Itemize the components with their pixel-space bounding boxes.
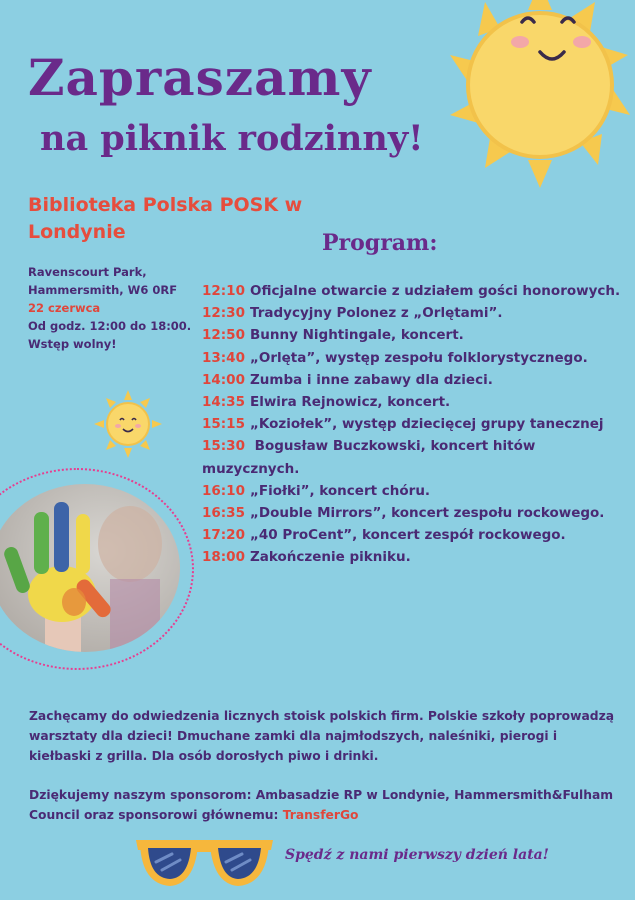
program-time: 16:35 bbox=[202, 505, 245, 522]
address-line2: Hammersmith, W6 0RF bbox=[28, 283, 178, 297]
sun-icon bbox=[430, 0, 635, 190]
program-item bbox=[202, 280, 622, 302]
event-hours: Od godz. 12:00 do 18:00. bbox=[28, 319, 192, 333]
program-item bbox=[202, 480, 622, 502]
program-text: „Orlęta”, występ zespołu folklorystycznego. bbox=[249, 349, 588, 366]
program-time: 16:10 bbox=[202, 482, 245, 499]
program-item bbox=[202, 302, 622, 324]
program-time: 12:30 bbox=[202, 305, 245, 322]
sponsors-text: Dziękujemy naszym sponsorom: Ambasadzie RP w Londynie, Hammersmith&Fulham Council oraz sponsorowi głównemu: bbox=[29, 788, 614, 822]
program-text: Zakończenie pikniku. bbox=[249, 549, 411, 566]
small-sun-icon bbox=[92, 388, 164, 460]
program-time: 15:30 bbox=[202, 438, 245, 455]
program-time: 12:50 bbox=[202, 327, 245, 344]
venue-name: Biblioteka Polska POSK w Londynie bbox=[28, 194, 303, 243]
main-sponsor: TransferGo bbox=[282, 808, 359, 822]
program-item bbox=[202, 546, 622, 568]
program-time: 18:00 bbox=[202, 549, 245, 566]
program-time: 14:00 bbox=[202, 371, 245, 388]
program-text: Zumba i inne zabawy dla dzieci. bbox=[249, 371, 493, 388]
closing-message: Spędź z nami pierwszy dzień lata! bbox=[285, 847, 549, 863]
program-item bbox=[202, 524, 622, 546]
program-text: „Double Mirrors”, koncert zespołu rockowego. bbox=[249, 505, 605, 522]
event-details bbox=[28, 263, 198, 353]
attractions-paragraph: Zachęcamy do odwiedzenia licznych stoisk polskich firm. Polskie szkoły poprowadzą warsztaty dla dzieci! Dmuchane zamki dla najmłodszych, naleśniki, pierogi i kiełbaski z grilla. Dla osób dorosłych piwo i drinki. bbox=[29, 709, 615, 763]
program-time: 12:10 bbox=[202, 283, 245, 299]
page-title: Zapraszamy bbox=[28, 48, 372, 107]
page-subtitle: na piknik rodzinny! bbox=[40, 118, 424, 159]
program-text: Bunny Nightingale, koncert. bbox=[249, 327, 464, 344]
program-text: Oficjalne otwarcie z udziałem gości honorowych. bbox=[249, 283, 621, 299]
program-text: „40 ProCent”, koncert zespół rockowego. bbox=[249, 527, 566, 544]
program-item bbox=[202, 502, 622, 524]
program-time: 15:15 bbox=[202, 416, 245, 433]
program-item bbox=[202, 347, 622, 369]
entry-info: Wstęp wolny! bbox=[28, 337, 117, 351]
sunglasses-icon bbox=[132, 826, 277, 894]
program-item bbox=[202, 391, 622, 413]
program-item bbox=[202, 413, 622, 435]
program-item bbox=[202, 435, 622, 479]
program-time: 13:40 bbox=[202, 349, 245, 366]
program-item bbox=[202, 369, 622, 391]
program-text: Bogusław Buczkowski, koncert hitów muzycznych. bbox=[202, 438, 536, 477]
program-text: „Koziołek”, występ dziecięcej grupy tanecznej bbox=[249, 416, 604, 433]
program-text: Tradycyjny Polonez z „Orlętami”. bbox=[249, 305, 503, 322]
program-text: Elwira Rejnowicz, koncert. bbox=[249, 394, 451, 411]
program-time: 14:35 bbox=[202, 394, 245, 411]
program-text: „Fiołki”, koncert chóru. bbox=[249, 482, 431, 499]
program-time: 17:20 bbox=[202, 527, 245, 544]
program-item bbox=[202, 324, 622, 346]
event-date: 22 czerwca bbox=[28, 301, 101, 315]
program-title: Program: bbox=[322, 230, 438, 256]
program-list bbox=[202, 280, 622, 569]
sponsors-paragraph bbox=[29, 785, 619, 825]
address-line1: Ravenscourt Park, bbox=[28, 265, 147, 279]
